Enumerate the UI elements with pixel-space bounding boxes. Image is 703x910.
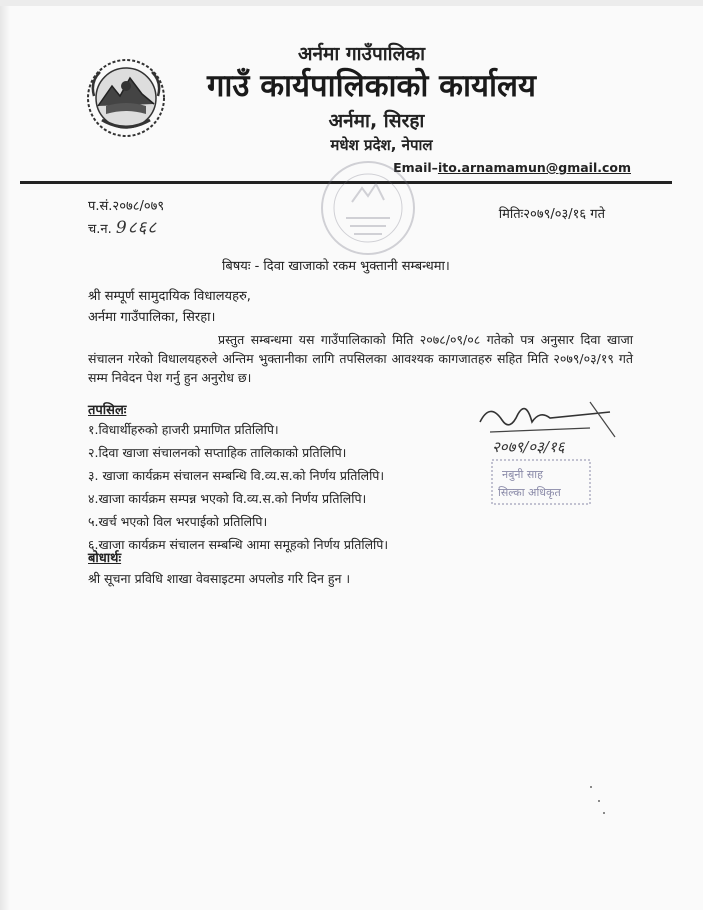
- cc-text: श्री सूचना प्रविधि शाखा वेवसाइटमा अपलोड गरि दिन हुन ।: [88, 571, 351, 586]
- list-item: ३. खाजा कार्यक्रम संचालन सम्बन्धि वि.व्य.स.को निर्णय प्रतिलिपि।: [88, 468, 385, 483]
- list-item: २.दिवा खाजा संचालनको सप्ताहिक तालिकाको प्रतिलिपि।: [88, 445, 347, 460]
- email-address[interactable]: ito.arnamamun@gmail.com: [437, 160, 631, 175]
- svg-text:सिल्का अधिकृत: सिल्का अधिकृत: [498, 486, 561, 499]
- speck: [603, 812, 605, 814]
- email-line: [393, 160, 631, 175]
- signature-stamp: [470, 392, 620, 512]
- paper-edge-top: [0, 0, 703, 6]
- signature-date: २०७९/०३/१६: [492, 438, 565, 456]
- speck: [590, 786, 592, 788]
- dispatch-label: च.न.: [88, 222, 112, 237]
- addressee-line-2: अर्नमा गाउँपालिका, सिरहा।: [88, 310, 216, 325]
- speck: [598, 800, 600, 802]
- office-place: अर्नमा, सिरहा: [328, 110, 425, 132]
- reference-number: प.सं.२०७८/०७९: [88, 199, 165, 214]
- svg-text:नबुनी साह: नबुनी साह: [502, 468, 543, 481]
- office-province: मधेश प्रदेश, नेपाल: [330, 136, 433, 154]
- body-paragraph: प्रस्तुत सम्बन्धमा यस गाउँपालिकाको मिति २०७८/०९/०८ गतेको पत्र अनुसार दिवा खाजा संचालन गरेको विधालयहरुले अन्तिम भुक्तानीका लागि तपसिलका आवश्यक कागजातहरु सहित मिति २०७९/०३/१९ गते सम्म निवेदन पेश गर्नु हुन अनुरोध छ।: [88, 332, 633, 385]
- subject-line: बिषयः - दिवा खाजाको रकम भुक्तानी सम्बन्धमा।: [222, 259, 450, 274]
- office-title: गाउँ कार्यपालिकाको कार्यालय: [206, 68, 537, 104]
- document-list: [88, 418, 388, 556]
- cc-heading: बोधार्थः: [88, 551, 122, 566]
- dispatch-value: 9८६८: [115, 218, 158, 238]
- email-label: Email–: [393, 160, 438, 175]
- office-seal-icon: [318, 158, 418, 258]
- list-item: ४.खाजा कार्यक्रम सम्पन्न भएको वि.व्य.स.को निर्णय प्रतिलिपि।: [88, 491, 367, 506]
- addressee-line-1: श्री सम्पूर्ण सामुदायिक विधालयहरु,: [88, 289, 251, 304]
- list-heading: तपसिलः: [88, 403, 127, 418]
- list-item: ५.खर्च भएको विल भरपाईको प्रतिलिपि।: [88, 514, 268, 529]
- municipality-name: अर्नमा गाउँपालिका: [297, 43, 426, 65]
- list-item: ६.खाजा कार्यक्रम संचालन सम्बन्धि आमा समूहको निर्णय प्रतिलिपि।: [88, 537, 389, 552]
- dispatch-number: [88, 215, 157, 238]
- letter-date: मितिः२०७९/०३/१६ गते: [498, 207, 605, 222]
- list-item: १.विधार्थीहरुको हाजरी प्रमाणित प्रतिलिपि।: [88, 422, 279, 437]
